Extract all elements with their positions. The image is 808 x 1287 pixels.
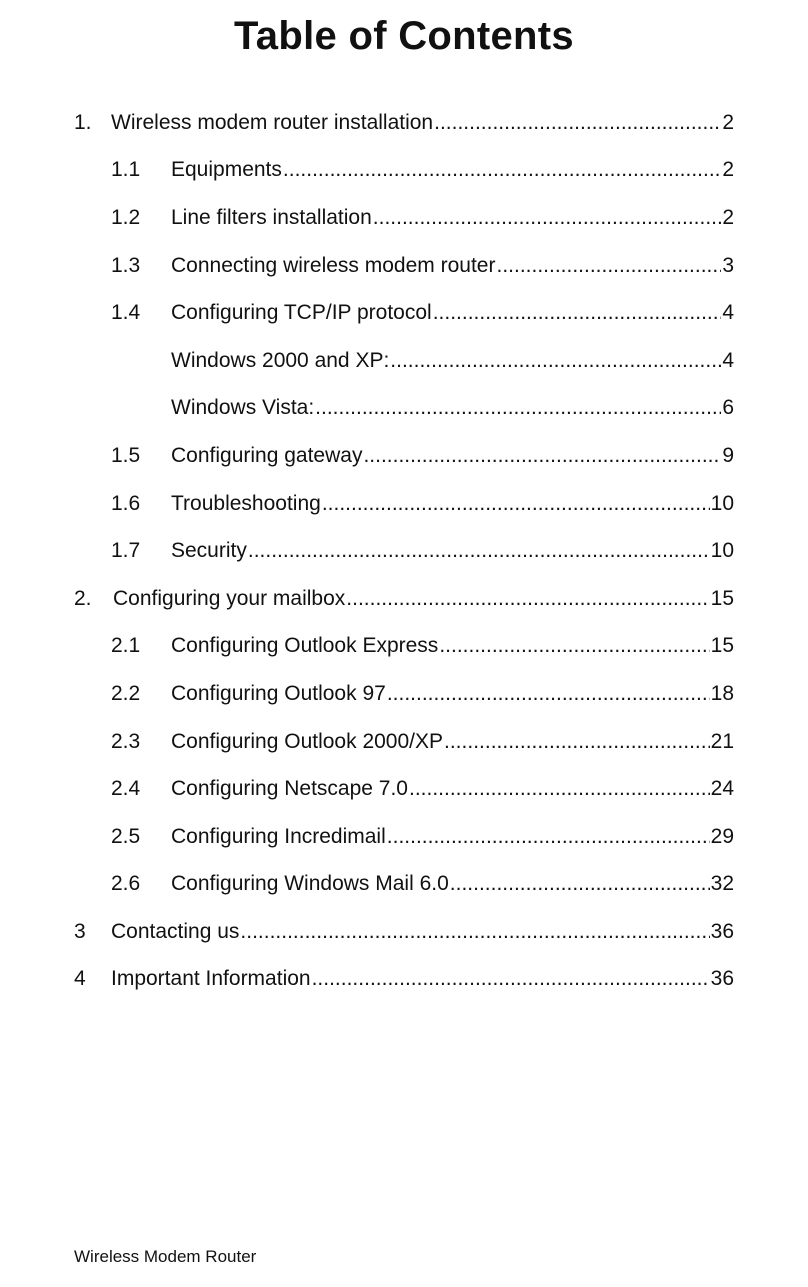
toc-entry-2-3[interactable] bbox=[0, 718, 808, 766]
toc-entry-page: 9 bbox=[722, 443, 734, 467]
toc-entry-label: Configuring Outlook 97 bbox=[171, 681, 386, 705]
toc-entry-number: 1.2 bbox=[111, 205, 141, 229]
toc-entry-number: 2.4 bbox=[111, 777, 141, 801]
dot-leader bbox=[450, 872, 710, 896]
dot-leader bbox=[434, 111, 721, 135]
toc-entry-number: 4 bbox=[74, 967, 86, 991]
dot-leader bbox=[322, 492, 710, 516]
toc-entry-page: 2 bbox=[722, 110, 734, 134]
dot-leader bbox=[390, 349, 721, 373]
dot-leader bbox=[387, 682, 710, 706]
toc-entry-number: 1.5 bbox=[111, 443, 141, 467]
toc-entry-1-5[interactable] bbox=[0, 432, 808, 480]
toc-entry-number: 2.3 bbox=[111, 729, 141, 753]
dot-leader bbox=[240, 920, 709, 944]
dot-leader bbox=[315, 396, 721, 420]
dot-leader bbox=[439, 634, 709, 658]
toc-entry-4[interactable] bbox=[0, 956, 808, 1004]
toc-entry-2-4[interactable] bbox=[0, 765, 808, 813]
toc-entry-label: Configuring gateway bbox=[171, 443, 363, 467]
toc-entry-1-7[interactable] bbox=[0, 527, 808, 575]
toc-entry-number: 2.5 bbox=[111, 824, 141, 848]
dot-leader bbox=[444, 730, 710, 754]
toc-entry-page: 21 bbox=[710, 729, 734, 753]
toc-entry-number: 1.1 bbox=[111, 158, 141, 182]
toc-entry-windows-2000-xp[interactable] bbox=[0, 337, 808, 385]
toc-entry-page: 18 bbox=[710, 681, 734, 705]
toc-entry-number: 3 bbox=[74, 919, 86, 943]
toc-entry-2[interactable] bbox=[0, 575, 808, 623]
toc-entry-label: Wireless modem router installation bbox=[111, 110, 434, 134]
dot-leader bbox=[346, 587, 709, 611]
toc-entry-label: Configuring your mailbox bbox=[113, 586, 346, 610]
toc-entry-number: 2.2 bbox=[111, 681, 141, 705]
toc-entry-label: Configuring TCP/IP protocol bbox=[171, 301, 432, 325]
dot-leader bbox=[363, 444, 721, 468]
toc-entry-label: Contacting us bbox=[111, 919, 240, 943]
toc-entry-page: 15 bbox=[710, 586, 734, 610]
toc-entry-page: 15 bbox=[710, 634, 734, 658]
toc-entry-1[interactable] bbox=[0, 99, 808, 147]
toc-entry-number: 1. bbox=[74, 110, 92, 134]
toc-entry-1-3[interactable] bbox=[0, 242, 808, 290]
dot-leader bbox=[283, 158, 721, 182]
dot-leader bbox=[433, 301, 722, 325]
toc-entry-label: Configuring Incredimail bbox=[171, 824, 386, 848]
toc-entry-label: Configuring Outlook 2000/XP bbox=[171, 729, 444, 753]
toc-entry-page: 4 bbox=[722, 301, 734, 325]
toc-entry-2-5[interactable] bbox=[0, 813, 808, 861]
dot-leader bbox=[387, 825, 710, 849]
toc-entry-label: Windows 2000 and XP: bbox=[171, 348, 390, 372]
toc-entry-page: 36 bbox=[710, 919, 734, 943]
toc-entry-number: 2.6 bbox=[111, 872, 141, 896]
page-title: Table of Contents bbox=[234, 14, 574, 58]
toc-entry-label: Line filters installation bbox=[171, 205, 372, 229]
toc-entry-number: 1.4 bbox=[111, 301, 141, 325]
toc-entry-page: 29 bbox=[710, 824, 734, 848]
toc-entry-page: 36 bbox=[710, 967, 734, 991]
toc-entry-number: 1.3 bbox=[111, 253, 141, 277]
toc-entry-page: 2 bbox=[722, 205, 734, 229]
dot-leader bbox=[496, 254, 721, 278]
toc-entry-page: 32 bbox=[710, 872, 734, 896]
toc-entry-number: 2.1 bbox=[111, 634, 141, 658]
toc-entry-label: Connecting wireless modem router bbox=[171, 253, 496, 277]
toc-entry-2-1[interactable] bbox=[0, 623, 808, 671]
toc-entry-windows-vista[interactable] bbox=[0, 385, 808, 433]
toc-entry-page: 6 bbox=[722, 396, 734, 420]
toc-entry-number: 1.7 bbox=[111, 539, 141, 563]
toc-entry-3[interactable] bbox=[0, 908, 808, 956]
toc-entry-label: Configuring Windows Mail 6.0 bbox=[171, 872, 449, 896]
toc-entry-1-2[interactable] bbox=[0, 194, 808, 242]
toc-entry-page: 24 bbox=[710, 777, 734, 801]
toc-entry-label: Important Information bbox=[111, 967, 311, 991]
toc-entry-number: 2. bbox=[74, 586, 92, 610]
toc-entry-label: Windows Vista: bbox=[171, 396, 315, 420]
toc-entry-1-6[interactable] bbox=[0, 480, 808, 528]
dot-leader bbox=[312, 967, 710, 991]
toc-entry-page: 10 bbox=[710, 539, 734, 563]
page-footer: Wireless Modem Router bbox=[74, 1247, 257, 1266]
dot-leader bbox=[248, 539, 710, 563]
toc-entry-2-6[interactable] bbox=[0, 861, 808, 909]
toc-entry-2-2[interactable] bbox=[0, 670, 808, 718]
toc-entry-number: 1.6 bbox=[111, 491, 141, 515]
table-of-contents bbox=[0, 99, 808, 1003]
toc-entry-label: Configuring Netscape 7.0 bbox=[171, 777, 408, 801]
toc-entry-page: 3 bbox=[722, 253, 734, 277]
toc-entry-label: Security bbox=[171, 539, 247, 563]
toc-entry-page: 10 bbox=[710, 491, 734, 515]
toc-entry-label: Equipments bbox=[171, 158, 282, 182]
dot-leader bbox=[373, 206, 722, 230]
toc-entry-label: Configuring Outlook Express bbox=[171, 634, 439, 658]
toc-entry-page: 2 bbox=[722, 158, 734, 182]
toc-entry-label: Troubleshooting bbox=[171, 491, 321, 515]
toc-entry-1-4[interactable] bbox=[0, 289, 808, 337]
toc-entry-page: 4 bbox=[722, 348, 734, 372]
toc-entry-1-1[interactable] bbox=[0, 147, 808, 195]
dot-leader bbox=[409, 777, 710, 801]
